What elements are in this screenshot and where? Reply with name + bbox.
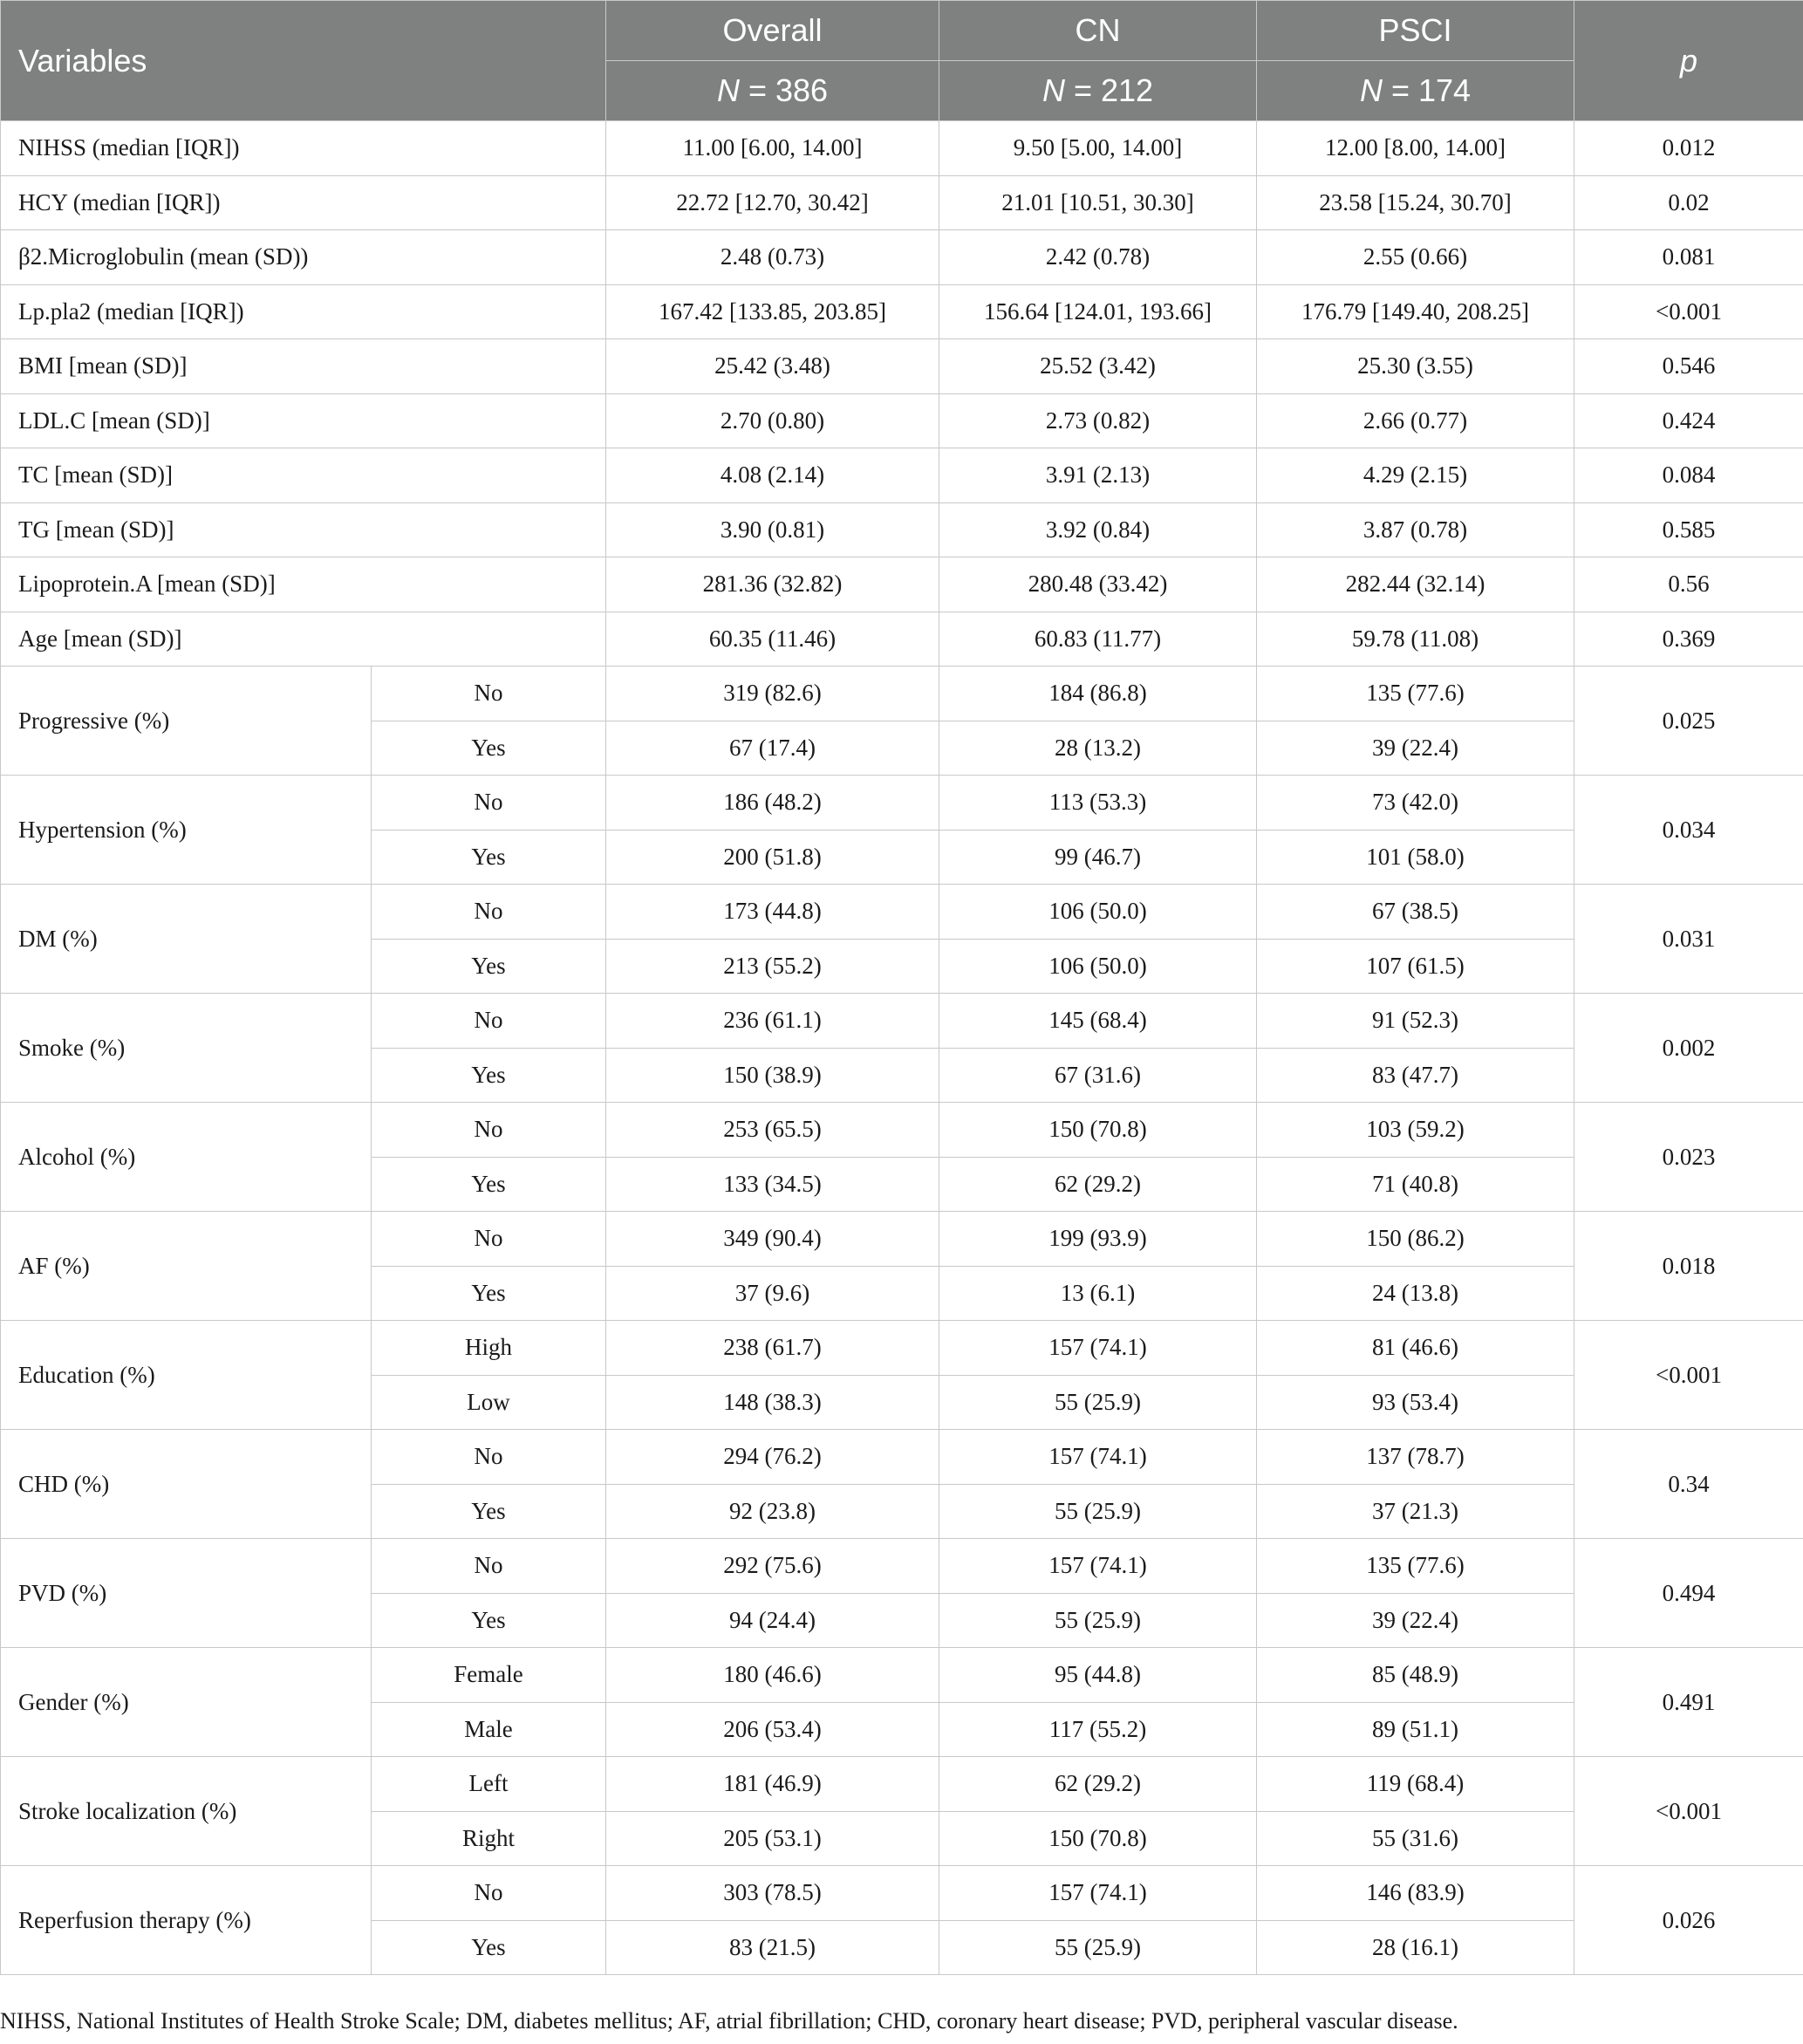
table-row: [1, 1866, 1803, 1921]
variable-label: Age [mean (SD)]: [1, 612, 606, 667]
level-label: No: [372, 1212, 606, 1267]
variable-label: TC [mean (SD)]: [1, 448, 606, 503]
psci-value: 71 (40.8): [1257, 1157, 1574, 1212]
table-row: [1, 175, 1803, 230]
psci-value: 37 (21.3): [1257, 1484, 1574, 1539]
table-row: [1, 448, 1803, 503]
level-label: No: [372, 776, 606, 831]
psci-value: 23.58 [15.24, 30.70]: [1257, 175, 1574, 230]
overall-value: 236 (61.1): [606, 994, 939, 1049]
psci-value: 137 (78.7): [1257, 1430, 1574, 1485]
overall-value: 180 (46.6): [606, 1648, 939, 1703]
p-value: 0.018: [1574, 1212, 1803, 1321]
overall-value: 133 (34.5): [606, 1157, 939, 1212]
cn-value: 21.01 [10.51, 30.30]: [939, 175, 1257, 230]
psci-value: 55 (31.6): [1257, 1811, 1574, 1866]
level-label: Yes: [372, 1593, 606, 1648]
level-label: No: [372, 1103, 606, 1158]
overall-value: 200 (51.8): [606, 830, 939, 885]
level-label: Yes: [372, 1266, 606, 1321]
p-value: 0.424: [1574, 393, 1803, 448]
p-value: <0.001: [1574, 1757, 1803, 1866]
table-row: [1, 1757, 1803, 1812]
psci-value: 39 (22.4): [1257, 721, 1574, 776]
cn-value: 13 (6.1): [939, 1266, 1257, 1321]
table-row: [1, 121, 1803, 176]
cn-value: 157 (74.1): [939, 1430, 1257, 1485]
p-value: 0.081: [1574, 230, 1803, 285]
level-label: Yes: [372, 1920, 606, 1975]
cn-value: 157 (74.1): [939, 1866, 1257, 1921]
psci-value: 85 (48.9): [1257, 1648, 1574, 1703]
p-value: 0.026: [1574, 1866, 1803, 1975]
psci-value: 12.00 [8.00, 14.00]: [1257, 121, 1574, 176]
psci-value: 28 (16.1): [1257, 1920, 1574, 1975]
psci-value: 150 (86.2): [1257, 1212, 1574, 1267]
level-label: Yes: [372, 830, 606, 885]
p-value: 0.585: [1574, 502, 1803, 557]
variable-label: LDL.C [mean (SD)]: [1, 393, 606, 448]
cn-value: 113 (53.3): [939, 776, 1257, 831]
level-label: No: [372, 667, 606, 721]
header-group-psci: PSCI: [1257, 1, 1574, 61]
psci-value: 3.87 (0.78): [1257, 502, 1574, 557]
psci-value: 103 (59.2): [1257, 1103, 1574, 1158]
table-row: [1, 1321, 1803, 1376]
psci-value: 119 (68.4): [1257, 1757, 1574, 1812]
p-value: 0.02: [1574, 175, 1803, 230]
cn-value: 55 (25.9): [939, 1920, 1257, 1975]
overall-value: 181 (46.9): [606, 1757, 939, 1812]
cn-value: 28 (13.2): [939, 721, 1257, 776]
overall-value: 253 (65.5): [606, 1103, 939, 1158]
cn-value: 150 (70.8): [939, 1103, 1257, 1158]
n-value: = 212: [1073, 72, 1154, 108]
psci-value: 4.29 (2.15): [1257, 448, 1574, 503]
table-row: [1, 1539, 1803, 1594]
p-value: 0.002: [1574, 994, 1803, 1103]
overall-value: 292 (75.6): [606, 1539, 939, 1594]
p-value: 0.491: [1574, 1648, 1803, 1757]
p-value: 0.031: [1574, 885, 1803, 994]
table-row: [1, 339, 1803, 394]
level-label: No: [372, 885, 606, 940]
header-n-overall: [606, 61, 939, 121]
table-body: [1, 121, 1803, 1975]
table-row: [1, 612, 1803, 667]
n-symbol: N: [716, 72, 740, 108]
cn-value: 199 (93.9): [939, 1212, 1257, 1267]
overall-value: 213 (55.2): [606, 939, 939, 994]
cn-value: 2.42 (0.78): [939, 230, 1257, 285]
cn-value: 3.92 (0.84): [939, 502, 1257, 557]
overall-value: 150 (38.9): [606, 1048, 939, 1103]
n-symbol: N: [1359, 72, 1383, 108]
p-value: 0.546: [1574, 339, 1803, 394]
variable-label: BMI [mean (SD)]: [1, 339, 606, 394]
level-label: Yes: [372, 1048, 606, 1103]
overall-value: 349 (90.4): [606, 1212, 939, 1267]
p-value: 0.023: [1574, 1103, 1803, 1212]
variable-label: Gender (%): [1, 1648, 372, 1757]
cn-value: 60.83 (11.77): [939, 612, 1257, 667]
table-row: [1, 1430, 1803, 1485]
level-label: No: [372, 1430, 606, 1485]
overall-value: 186 (48.2): [606, 776, 939, 831]
level-label: Right: [372, 1811, 606, 1866]
overall-value: 4.08 (2.14): [606, 448, 939, 503]
table-row: [1, 667, 1803, 721]
psci-value: 67 (38.5): [1257, 885, 1574, 940]
variable-label: Progressive (%): [1, 667, 372, 776]
level-label: Yes: [372, 939, 606, 994]
overall-value: 303 (78.5): [606, 1866, 939, 1921]
psci-value: 81 (46.6): [1257, 1321, 1574, 1376]
variable-label: CHD (%): [1, 1430, 372, 1539]
variable-label: DM (%): [1, 885, 372, 994]
variable-label: β2.Microglobulin (mean (SD)): [1, 230, 606, 285]
p-value: <0.001: [1574, 284, 1803, 339]
p-value: 0.494: [1574, 1539, 1803, 1648]
psci-value: 24 (13.8): [1257, 1266, 1574, 1321]
cn-value: 9.50 [5.00, 14.00]: [939, 121, 1257, 176]
psci-value: 25.30 (3.55): [1257, 339, 1574, 394]
overall-value: 281.36 (32.82): [606, 557, 939, 612]
level-label: Yes: [372, 1484, 606, 1539]
overall-value: 37 (9.6): [606, 1266, 939, 1321]
psci-value: 2.66 (0.77): [1257, 393, 1574, 448]
table-row: [1, 502, 1803, 557]
cn-value: 62 (29.2): [939, 1757, 1257, 1812]
psci-value: 83 (47.7): [1257, 1048, 1574, 1103]
table-row: [1, 1103, 1803, 1158]
variable-label: NIHSS (median [IQR]): [1, 121, 606, 176]
level-label: Male: [372, 1702, 606, 1757]
table-row: [1, 1212, 1803, 1267]
overall-value: 2.70 (0.80): [606, 393, 939, 448]
variable-label: TG [mean (SD)]: [1, 502, 606, 557]
variable-label: Smoke (%): [1, 994, 372, 1103]
overall-value: 60.35 (11.46): [606, 612, 939, 667]
cn-value: 117 (55.2): [939, 1702, 1257, 1757]
psci-value: 89 (51.1): [1257, 1702, 1574, 1757]
overall-value: 3.90 (0.81): [606, 502, 939, 557]
cn-value: 2.73 (0.82): [939, 393, 1257, 448]
overall-value: 25.42 (3.48): [606, 339, 939, 394]
psci-value: 135 (77.6): [1257, 1539, 1574, 1594]
p-value: 0.369: [1574, 612, 1803, 667]
level-label: Female: [372, 1648, 606, 1703]
table-header: [1, 1, 1803, 121]
variable-label: AF (%): [1, 1212, 372, 1321]
table-row: [1, 393, 1803, 448]
psci-value: 59.78 (11.08): [1257, 612, 1574, 667]
n-value: = 174: [1390, 72, 1472, 108]
psci-value: 73 (42.0): [1257, 776, 1574, 831]
cn-value: 99 (46.7): [939, 830, 1257, 885]
overall-value: 148 (38.3): [606, 1375, 939, 1430]
overall-value: 2.48 (0.73): [606, 230, 939, 285]
table-row: [1, 885, 1803, 940]
cn-value: 67 (31.6): [939, 1048, 1257, 1103]
level-label: No: [372, 994, 606, 1049]
psci-value: 39 (22.4): [1257, 1593, 1574, 1648]
level-label: Left: [372, 1757, 606, 1812]
psci-value: 135 (77.6): [1257, 667, 1574, 721]
variable-label: Alcohol (%): [1, 1103, 372, 1212]
overall-value: 294 (76.2): [606, 1430, 939, 1485]
header-n-psci: [1257, 61, 1574, 121]
cn-value: 95 (44.8): [939, 1648, 1257, 1703]
p-value: <0.001: [1574, 1321, 1803, 1430]
psci-value: 93 (53.4): [1257, 1375, 1574, 1430]
p-value: 0.34: [1574, 1430, 1803, 1539]
header-n-cn: [939, 61, 1257, 121]
variable-label: HCY (median [IQR]): [1, 175, 606, 230]
psci-value: 282.44 (32.14): [1257, 557, 1574, 612]
cn-value: 3.91 (2.13): [939, 448, 1257, 503]
overall-value: 173 (44.8): [606, 885, 939, 940]
cn-value: 184 (86.8): [939, 667, 1257, 721]
level-label: No: [372, 1539, 606, 1594]
level-label: No: [372, 1866, 606, 1921]
psci-value: 2.55 (0.66): [1257, 230, 1574, 285]
variable-label: Stroke localization (%): [1, 1757, 372, 1866]
level-label: Yes: [372, 721, 606, 776]
p-value: 0.56: [1574, 557, 1803, 612]
cn-value: 106 (50.0): [939, 939, 1257, 994]
table-footnote: NIHSS, National Institutes of Health Stroke Scale; DM, diabetes mellitus; AF, atrial fibrillation; CHD, coronary heart disease; PVD, peripheral vascular disease.: [0, 2008, 1458, 2034]
table-row: [1, 1648, 1803, 1703]
psci-value: 107 (61.5): [1257, 939, 1574, 994]
overall-value: 67 (17.4): [606, 721, 939, 776]
cn-value: 55 (25.9): [939, 1375, 1257, 1430]
overall-value: 319 (82.6): [606, 667, 939, 721]
cn-value: 156.64 [124.01, 193.66]: [939, 284, 1257, 339]
p-value: 0.034: [1574, 776, 1803, 885]
overall-value: 22.72 [12.70, 30.42]: [606, 175, 939, 230]
overall-value: 92 (23.8): [606, 1484, 939, 1539]
psci-value: 91 (52.3): [1257, 994, 1574, 1049]
cn-value: 55 (25.9): [939, 1593, 1257, 1648]
variable-label: Lp.pla2 (median [IQR]): [1, 284, 606, 339]
cn-value: 145 (68.4): [939, 994, 1257, 1049]
overall-value: 206 (53.4): [606, 1702, 939, 1757]
header-row-groups: [1, 1, 1803, 61]
psci-value: 146 (83.9): [1257, 1866, 1574, 1921]
table-row: [1, 994, 1803, 1049]
cn-value: 157 (74.1): [939, 1321, 1257, 1376]
variable-label: Education (%): [1, 1321, 372, 1430]
table-row: [1, 557, 1803, 612]
table-row: [1, 230, 1803, 285]
variable-label: PVD (%): [1, 1539, 372, 1648]
header-variables: Variables: [1, 1, 606, 121]
variable-label: Reperfusion therapy (%): [1, 1866, 372, 1975]
overall-value: 94 (24.4): [606, 1593, 939, 1648]
level-label: Low: [372, 1375, 606, 1430]
n-value: = 386: [748, 72, 829, 108]
variable-label: Hypertension (%): [1, 776, 372, 885]
table-row: [1, 284, 1803, 339]
cn-value: 55 (25.9): [939, 1484, 1257, 1539]
p-value: 0.084: [1574, 448, 1803, 503]
overall-value: 167.42 [133.85, 203.85]: [606, 284, 939, 339]
overall-value: 11.00 [6.00, 14.00]: [606, 121, 939, 176]
cn-value: 25.52 (3.42): [939, 339, 1257, 394]
psci-value: 101 (58.0): [1257, 830, 1574, 885]
header-group-overall: Overall: [606, 1, 939, 61]
n-symbol: N: [1042, 72, 1065, 108]
cn-value: 157 (74.1): [939, 1539, 1257, 1594]
table-row: [1, 776, 1803, 831]
level-label: High: [372, 1321, 606, 1376]
cn-value: 62 (29.2): [939, 1157, 1257, 1212]
variable-label: Lipoprotein.A [mean (SD)]: [1, 557, 606, 612]
overall-value: 205 (53.1): [606, 1811, 939, 1866]
overall-value: 238 (61.7): [606, 1321, 939, 1376]
header-p-value: p: [1574, 1, 1803, 121]
level-label: Yes: [372, 1157, 606, 1212]
p-value: 0.012: [1574, 121, 1803, 176]
p-value: 0.025: [1574, 667, 1803, 776]
cn-value: 106 (50.0): [939, 885, 1257, 940]
cn-value: 150 (70.8): [939, 1811, 1257, 1866]
overall-value: 83 (21.5): [606, 1920, 939, 1975]
header-group-cn: CN: [939, 1, 1257, 61]
psci-value: 176.79 [149.40, 208.25]: [1257, 284, 1574, 339]
cn-value: 280.48 (33.42): [939, 557, 1257, 612]
